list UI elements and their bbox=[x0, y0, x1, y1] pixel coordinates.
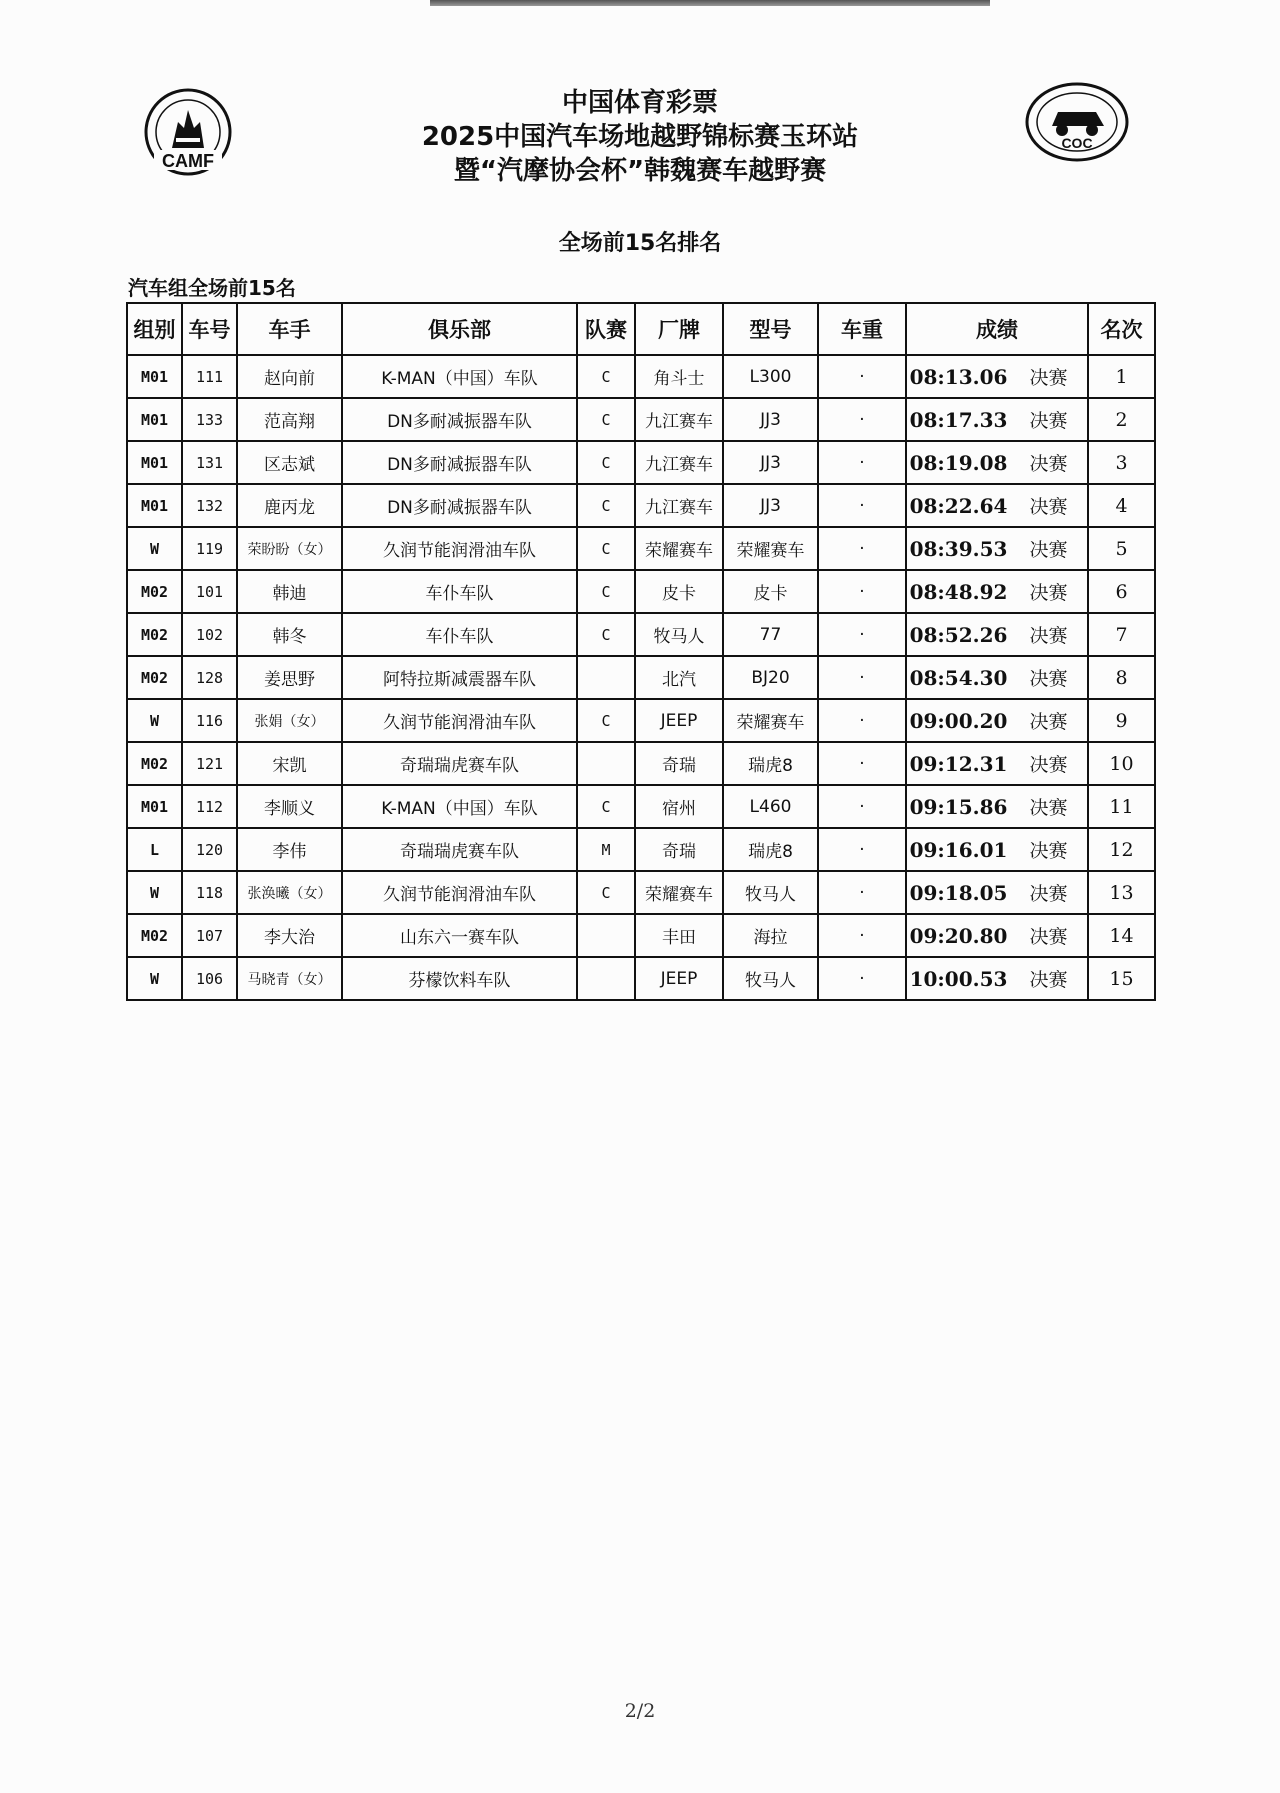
cell-rank: 12 bbox=[1088, 828, 1155, 871]
cell-brand: 奇瑞 bbox=[635, 828, 723, 871]
col-header-weight: 车重 bbox=[818, 303, 906, 355]
table-row bbox=[127, 957, 1155, 1000]
cell-group: M02 bbox=[127, 570, 182, 613]
cell-team: C bbox=[577, 871, 635, 914]
cell-number: 101 bbox=[182, 570, 237, 613]
cell-driver: 马晓青（女） bbox=[237, 957, 342, 1000]
col-header-team: 队赛 bbox=[577, 303, 635, 355]
cell-weight: · bbox=[818, 570, 906, 613]
cell-driver: 李大治 bbox=[237, 914, 342, 957]
cell-driver: 张涣曦（女） bbox=[237, 871, 342, 914]
table-row bbox=[127, 398, 1155, 441]
cell-model: JJ3 bbox=[723, 441, 818, 484]
table-row bbox=[127, 871, 1155, 914]
cell-stage: 决赛 bbox=[1010, 957, 1088, 1000]
cell-team bbox=[577, 742, 635, 785]
cell-rank: 1 bbox=[1088, 355, 1155, 398]
cell-model: L460 bbox=[723, 785, 818, 828]
cell-time: 08:19.08 bbox=[906, 441, 1010, 484]
cell-rank: 14 bbox=[1088, 914, 1155, 957]
scan-edge bbox=[430, 0, 990, 6]
cell-weight: · bbox=[818, 613, 906, 656]
cell-driver: 宋凯 bbox=[237, 742, 342, 785]
cell-driver: 韩迪 bbox=[237, 570, 342, 613]
cell-time: 08:17.33 bbox=[906, 398, 1010, 441]
cell-time: 08:13.06 bbox=[906, 355, 1010, 398]
cell-weight: · bbox=[818, 355, 906, 398]
cell-team: C bbox=[577, 613, 635, 656]
cell-stage: 决赛 bbox=[1010, 613, 1088, 656]
cell-brand: 荣耀赛车 bbox=[635, 527, 723, 570]
cell-number: 131 bbox=[182, 441, 237, 484]
cell-time: 09:12.31 bbox=[906, 742, 1010, 785]
col-header-club: 俱乐部 bbox=[342, 303, 577, 355]
cell-stage: 决赛 bbox=[1010, 527, 1088, 570]
svg-text:CAMF: CAMF bbox=[162, 151, 214, 171]
cell-number: 120 bbox=[182, 828, 237, 871]
cell-model: BJ20 bbox=[723, 656, 818, 699]
cell-number: 132 bbox=[182, 484, 237, 527]
cell-driver: 张娟（女） bbox=[237, 699, 342, 742]
cell-stage: 决赛 bbox=[1010, 398, 1088, 441]
cell-model: 荣耀赛车 bbox=[723, 527, 818, 570]
cell-number: 112 bbox=[182, 785, 237, 828]
cell-model: 瑞虎8 bbox=[723, 742, 818, 785]
cell-rank: 9 bbox=[1088, 699, 1155, 742]
cell-weight: · bbox=[818, 656, 906, 699]
table-row bbox=[127, 914, 1155, 957]
cell-time: 08:52.26 bbox=[906, 613, 1010, 656]
table-row bbox=[127, 656, 1155, 699]
cell-group: M01 bbox=[127, 484, 182, 527]
cell-weight: · bbox=[818, 484, 906, 527]
cell-weight: · bbox=[818, 828, 906, 871]
cell-weight: · bbox=[818, 785, 906, 828]
cell-time: 10:00.53 bbox=[906, 957, 1010, 1000]
cell-group: W bbox=[127, 699, 182, 742]
cell-club: DN多耐减振器车队 bbox=[342, 441, 577, 484]
cell-team: C bbox=[577, 570, 635, 613]
cell-club: 车仆车队 bbox=[342, 570, 577, 613]
col-header-driver: 车手 bbox=[237, 303, 342, 355]
col-header-brand: 厂牌 bbox=[635, 303, 723, 355]
cell-team: M bbox=[577, 828, 635, 871]
cell-stage: 决赛 bbox=[1010, 785, 1088, 828]
cell-weight: · bbox=[818, 914, 906, 957]
cell-weight: · bbox=[818, 398, 906, 441]
cell-brand: 北汽 bbox=[635, 656, 723, 699]
title-line-2: 2025中国汽车场地越野锦标赛玉环站 bbox=[421, 122, 859, 152]
cell-stage: 决赛 bbox=[1010, 484, 1088, 527]
camf-logo bbox=[142, 82, 234, 188]
cell-number: 119 bbox=[182, 527, 237, 570]
cell-club: 山东六一赛车队 bbox=[342, 914, 577, 957]
cell-model: L300 bbox=[723, 355, 818, 398]
cell-stage: 决赛 bbox=[1010, 742, 1088, 785]
page-number: 2/2 bbox=[624, 1700, 656, 1722]
cell-brand: 皮卡 bbox=[635, 570, 723, 613]
cell-team: C bbox=[577, 785, 635, 828]
cell-stage: 决赛 bbox=[1010, 355, 1088, 398]
cell-time: 08:48.92 bbox=[906, 570, 1010, 613]
cell-number: 111 bbox=[182, 355, 237, 398]
cell-stage: 决赛 bbox=[1010, 871, 1088, 914]
table-row bbox=[127, 828, 1155, 871]
cell-brand: 角斗士 bbox=[635, 355, 723, 398]
cell-group: W bbox=[127, 957, 182, 1000]
cell-group: W bbox=[127, 871, 182, 914]
cell-rank: 10 bbox=[1088, 742, 1155, 785]
cell-group: L bbox=[127, 828, 182, 871]
cell-group: M01 bbox=[127, 785, 182, 828]
cell-team: C bbox=[577, 355, 635, 398]
cell-model: JJ3 bbox=[723, 398, 818, 441]
cell-brand: 宿州 bbox=[635, 785, 723, 828]
cell-stage: 决赛 bbox=[1010, 441, 1088, 484]
cell-team: C bbox=[577, 699, 635, 742]
results-table bbox=[126, 302, 1156, 1001]
cell-time: 08:39.53 bbox=[906, 527, 1010, 570]
cell-group: M01 bbox=[127, 355, 182, 398]
table-header-row bbox=[127, 303, 1155, 355]
cell-rank: 7 bbox=[1088, 613, 1155, 656]
cell-model: 海拉 bbox=[723, 914, 818, 957]
cell-number: 128 bbox=[182, 656, 237, 699]
cell-team: C bbox=[577, 484, 635, 527]
cell-weight: · bbox=[818, 699, 906, 742]
cell-stage: 决赛 bbox=[1010, 828, 1088, 871]
cell-rank: 15 bbox=[1088, 957, 1155, 1000]
cell-time: 09:18.05 bbox=[906, 871, 1010, 914]
title-line-1: 中国体育彩票 bbox=[561, 88, 718, 118]
cell-team bbox=[577, 914, 635, 957]
col-header-rank: 名次 bbox=[1088, 303, 1155, 355]
cell-model: 皮卡 bbox=[723, 570, 818, 613]
cell-team: C bbox=[577, 527, 635, 570]
cell-time: 09:00.20 bbox=[906, 699, 1010, 742]
cell-driver: 范高翔 bbox=[237, 398, 342, 441]
cell-number: 133 bbox=[182, 398, 237, 441]
cell-driver: 李伟 bbox=[237, 828, 342, 871]
cell-number: 116 bbox=[182, 699, 237, 742]
group-title: 汽车组全场前15名 bbox=[128, 276, 296, 300]
cell-weight: · bbox=[818, 527, 906, 570]
cell-brand: JEEP bbox=[635, 699, 723, 742]
cell-rank: 4 bbox=[1088, 484, 1155, 527]
cell-stage: 决赛 bbox=[1010, 570, 1088, 613]
cell-model: JJ3 bbox=[723, 484, 818, 527]
cell-weight: · bbox=[818, 957, 906, 1000]
cell-club: 芬檬饮料车队 bbox=[342, 957, 577, 1000]
cell-club: 阿特拉斯减震器车队 bbox=[342, 656, 577, 699]
ranking-subtitle: 全场前15名排名 bbox=[558, 231, 722, 256]
cell-number: 106 bbox=[182, 957, 237, 1000]
cell-brand: 荣耀赛车 bbox=[635, 871, 723, 914]
table-row bbox=[127, 355, 1155, 398]
cell-group: M02 bbox=[127, 742, 182, 785]
cell-group: M01 bbox=[127, 398, 182, 441]
cell-driver: 区志斌 bbox=[237, 441, 342, 484]
cell-club: 久润节能润滑油车队 bbox=[342, 527, 577, 570]
cell-group: W bbox=[127, 527, 182, 570]
cell-driver: 姜思野 bbox=[237, 656, 342, 699]
cell-number: 118 bbox=[182, 871, 237, 914]
cell-model: 瑞虎8 bbox=[723, 828, 818, 871]
cell-model: 77 bbox=[723, 613, 818, 656]
cell-group: M02 bbox=[127, 914, 182, 957]
cell-time: 08:54.30 bbox=[906, 656, 1010, 699]
table-row bbox=[127, 742, 1155, 785]
cell-club: 奇瑞瑞虎赛车队 bbox=[342, 742, 577, 785]
table-row bbox=[127, 527, 1155, 570]
cell-stage: 决赛 bbox=[1010, 914, 1088, 957]
cell-stage: 决赛 bbox=[1010, 699, 1088, 742]
cell-model: 牧马人 bbox=[723, 871, 818, 914]
cell-number: 121 bbox=[182, 742, 237, 785]
table-row bbox=[127, 785, 1155, 828]
col-header-number: 车号 bbox=[182, 303, 237, 355]
cell-time: 09:16.01 bbox=[906, 828, 1010, 871]
cell-brand: 奇瑞 bbox=[635, 742, 723, 785]
cell-club: DN多耐减振器车队 bbox=[342, 484, 577, 527]
cell-club: K-MAN（中国）车队 bbox=[342, 785, 577, 828]
cell-driver: 韩冬 bbox=[237, 613, 342, 656]
cell-group: M01 bbox=[127, 441, 182, 484]
cell-rank: 6 bbox=[1088, 570, 1155, 613]
cell-club: 久润节能润滑油车队 bbox=[342, 699, 577, 742]
cell-team: C bbox=[577, 441, 635, 484]
cell-club: K-MAN（中国）车队 bbox=[342, 355, 577, 398]
cell-weight: · bbox=[818, 441, 906, 484]
cell-brand: 丰田 bbox=[635, 914, 723, 957]
cell-club: 久润节能润滑油车队 bbox=[342, 871, 577, 914]
cell-time: 08:22.64 bbox=[906, 484, 1010, 527]
cell-rank: 2 bbox=[1088, 398, 1155, 441]
table-row bbox=[127, 441, 1155, 484]
cell-model: 荣耀赛车 bbox=[723, 699, 818, 742]
cell-team bbox=[577, 957, 635, 1000]
cell-stage: 决赛 bbox=[1010, 656, 1088, 699]
cell-brand: 九江赛车 bbox=[635, 398, 723, 441]
cell-weight: · bbox=[818, 742, 906, 785]
cell-club: 车仆车队 bbox=[342, 613, 577, 656]
cell-rank: 3 bbox=[1088, 441, 1155, 484]
cell-time: 09:20.80 bbox=[906, 914, 1010, 957]
cell-group: M02 bbox=[127, 656, 182, 699]
cell-driver: 赵向前 bbox=[237, 355, 342, 398]
cell-weight: · bbox=[818, 871, 906, 914]
cell-club: DN多耐减振器车队 bbox=[342, 398, 577, 441]
table-row bbox=[127, 699, 1155, 742]
document-title bbox=[300, 86, 980, 188]
col-header-model: 型号 bbox=[723, 303, 818, 355]
cell-model: 牧马人 bbox=[723, 957, 818, 1000]
cell-driver: 荣盼盼（女） bbox=[237, 527, 342, 570]
cell-brand: 牧马人 bbox=[635, 613, 723, 656]
cell-brand: JEEP bbox=[635, 957, 723, 1000]
col-header-group: 组别 bbox=[127, 303, 182, 355]
cell-rank: 8 bbox=[1088, 656, 1155, 699]
cell-rank: 11 bbox=[1088, 785, 1155, 828]
cell-club: 奇瑞瑞虎赛车队 bbox=[342, 828, 577, 871]
table-row bbox=[127, 570, 1155, 613]
svg-text:COC: COC bbox=[1061, 135, 1093, 151]
coc-logo bbox=[1024, 82, 1130, 162]
cell-time: 09:15.86 bbox=[906, 785, 1010, 828]
cell-number: 102 bbox=[182, 613, 237, 656]
cell-team: C bbox=[577, 398, 635, 441]
title-line-3: 暨“汽摩协会杯”韩魏赛车越野赛 bbox=[453, 156, 827, 186]
cell-rank: 5 bbox=[1088, 527, 1155, 570]
cell-driver: 鹿丙龙 bbox=[237, 484, 342, 527]
table-row bbox=[127, 613, 1155, 656]
cell-brand: 九江赛车 bbox=[635, 441, 723, 484]
table-row bbox=[127, 484, 1155, 527]
cell-group: M02 bbox=[127, 613, 182, 656]
cell-driver: 李顺义 bbox=[237, 785, 342, 828]
cell-number: 107 bbox=[182, 914, 237, 957]
cell-brand: 九江赛车 bbox=[635, 484, 723, 527]
col-header-result: 成绩 bbox=[906, 303, 1088, 355]
cell-rank: 13 bbox=[1088, 871, 1155, 914]
cell-team bbox=[577, 656, 635, 699]
